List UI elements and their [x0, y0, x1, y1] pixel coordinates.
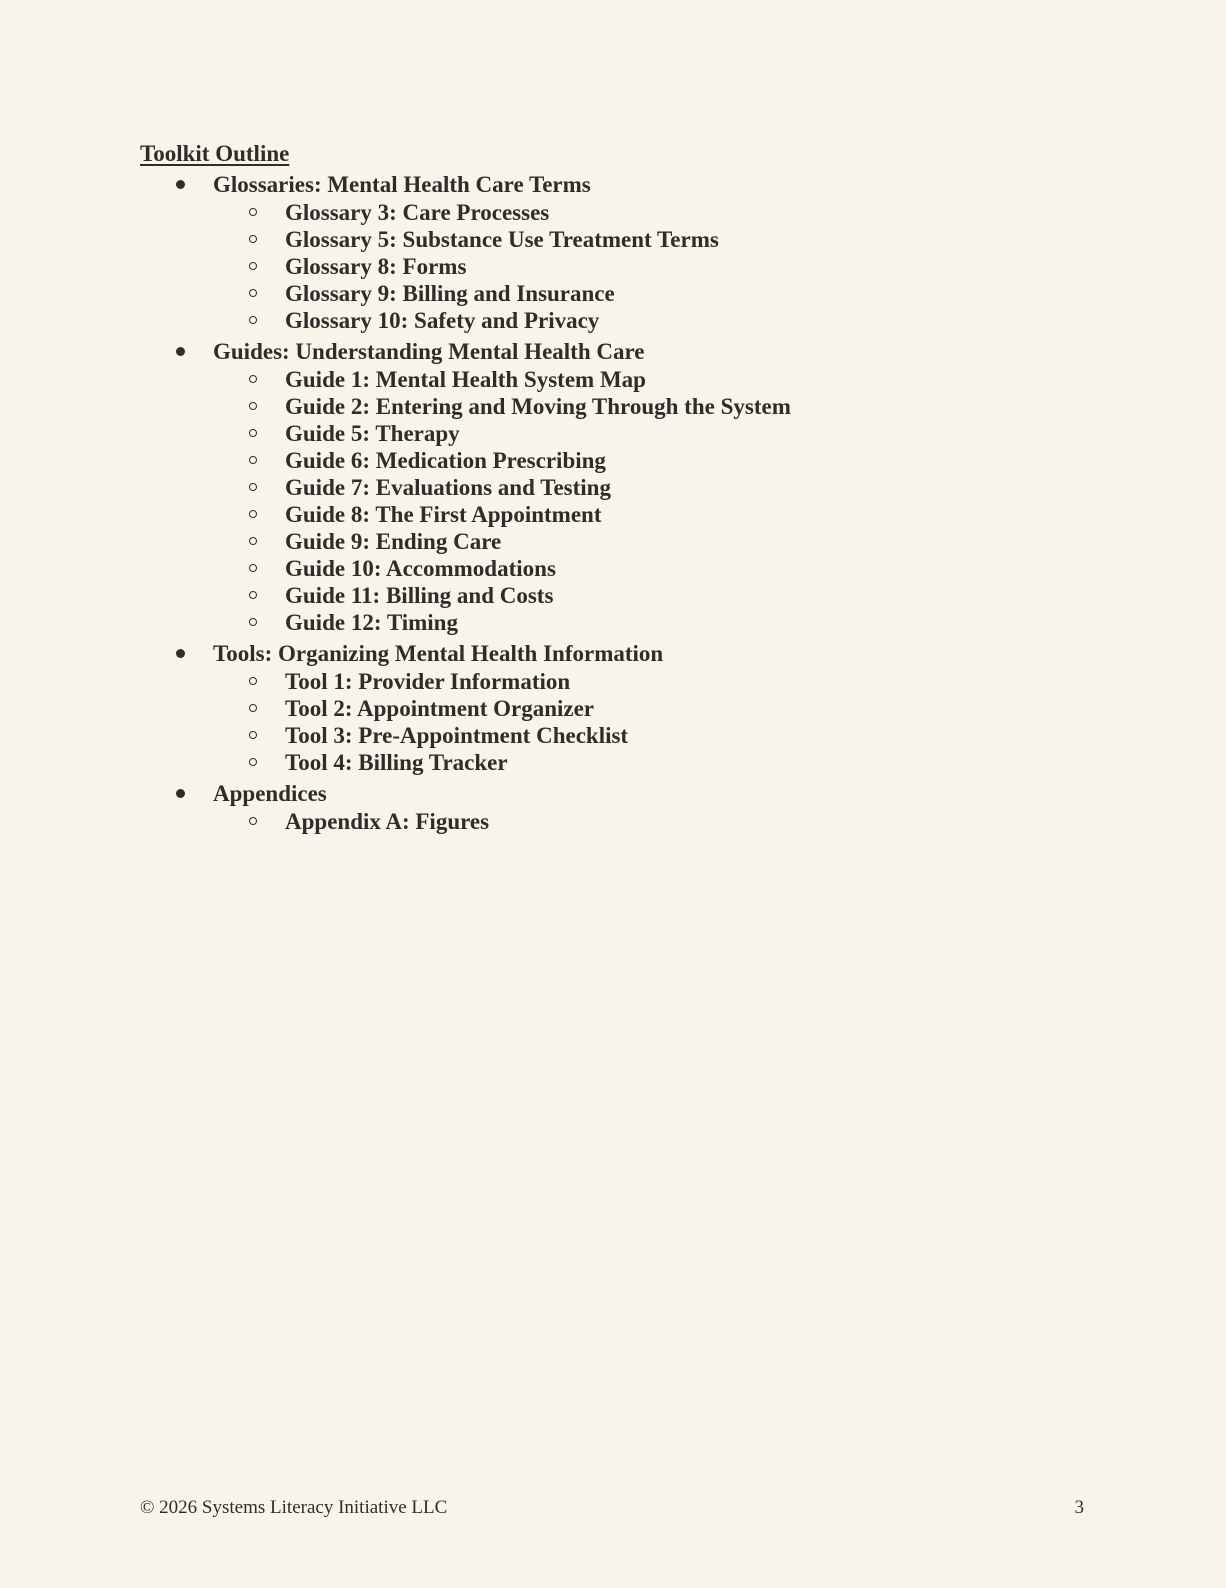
hollow-bullet-icon — [249, 537, 257, 545]
list-item: Guide 10: Accommodations — [213, 555, 1090, 582]
list-item: Glossary 9: Billing and Insurance — [213, 280, 1090, 307]
hollow-bullet-icon — [249, 208, 257, 216]
list-item: Guide 7: Evaluations and Testing — [213, 474, 1090, 501]
hollow-bullet-icon — [249, 564, 257, 572]
hollow-bullet-icon — [249, 591, 257, 599]
footer-copyright: © 2026 Systems Literacy Initiative LLC — [140, 1497, 448, 1518]
hollow-bullet-icon — [249, 731, 257, 739]
page-title: Toolkit Outline — [140, 141, 290, 166]
hollow-bullet-icon — [249, 316, 257, 324]
page-number: 3 — [1074, 1497, 1084, 1518]
hollow-bullet-icon — [249, 510, 257, 518]
hollow-bullet-icon — [249, 429, 257, 437]
bullet-icon — [176, 789, 185, 798]
list-item: Appendix A: Figures — [213, 808, 1090, 835]
hollow-bullet-icon — [249, 402, 257, 410]
outline-section-glossaries — [140, 170, 1090, 334]
bullet-icon — [176, 180, 185, 189]
hollow-bullet-icon — [249, 704, 257, 712]
list-item: Guide 2: Entering and Moving Through the System — [213, 393, 1090, 420]
toolkit-outline-list — [140, 170, 1090, 835]
hollow-bullet-icon — [249, 758, 257, 766]
hollow-bullet-icon — [249, 817, 257, 825]
section-items — [213, 668, 1090, 776]
hollow-bullet-icon — [249, 618, 257, 626]
outline-section-guides — [140, 337, 1090, 636]
list-item: Guide 8: The First Appointment — [213, 501, 1090, 528]
list-item: Guide 5: Therapy — [213, 420, 1090, 447]
section-items — [213, 808, 1090, 835]
hollow-bullet-icon — [249, 483, 257, 491]
list-item: Tool 2: Appointment Organizer — [213, 695, 1090, 722]
hollow-bullet-icon — [249, 456, 257, 464]
list-item: Tool 1: Provider Information — [213, 668, 1090, 695]
section-heading: Glossaries: Mental Health Care Terms — [213, 172, 591, 197]
list-item: Tool 4: Billing Tracker — [213, 749, 1090, 776]
list-item: Glossary 10: Safety and Privacy — [213, 307, 1090, 334]
hollow-bullet-icon — [249, 235, 257, 243]
hollow-bullet-icon — [249, 262, 257, 270]
list-item: Tool 3: Pre-Appointment Checklist — [213, 722, 1090, 749]
section-heading: Tools: Organizing Mental Health Information — [213, 641, 664, 666]
list-item: Glossary 8: Forms — [213, 253, 1090, 280]
bullet-icon — [176, 649, 185, 658]
list-item: Guide 1: Mental Health System Map — [213, 366, 1090, 393]
list-item: Guide 9: Ending Care — [213, 528, 1090, 555]
list-item: Glossary 5: Substance Use Treatment Terms — [213, 226, 1090, 253]
list-item: Glossary 3: Care Processes — [213, 199, 1090, 226]
section-items — [213, 199, 1090, 334]
list-item: Guide 12: Timing — [213, 609, 1090, 636]
hollow-bullet-icon — [249, 289, 257, 297]
outline-section-appendices — [140, 779, 1090, 835]
list-item: Guide 6: Medication Prescribing — [213, 447, 1090, 474]
section-heading: Guides: Understanding Mental Health Care — [213, 339, 645, 364]
bullet-icon — [176, 347, 185, 356]
hollow-bullet-icon — [249, 375, 257, 383]
section-items — [213, 366, 1090, 636]
outline-section-tools — [140, 639, 1090, 776]
list-item: Guide 11: Billing and Costs — [213, 582, 1090, 609]
hollow-bullet-icon — [249, 677, 257, 685]
section-heading: Appendices — [213, 781, 327, 806]
